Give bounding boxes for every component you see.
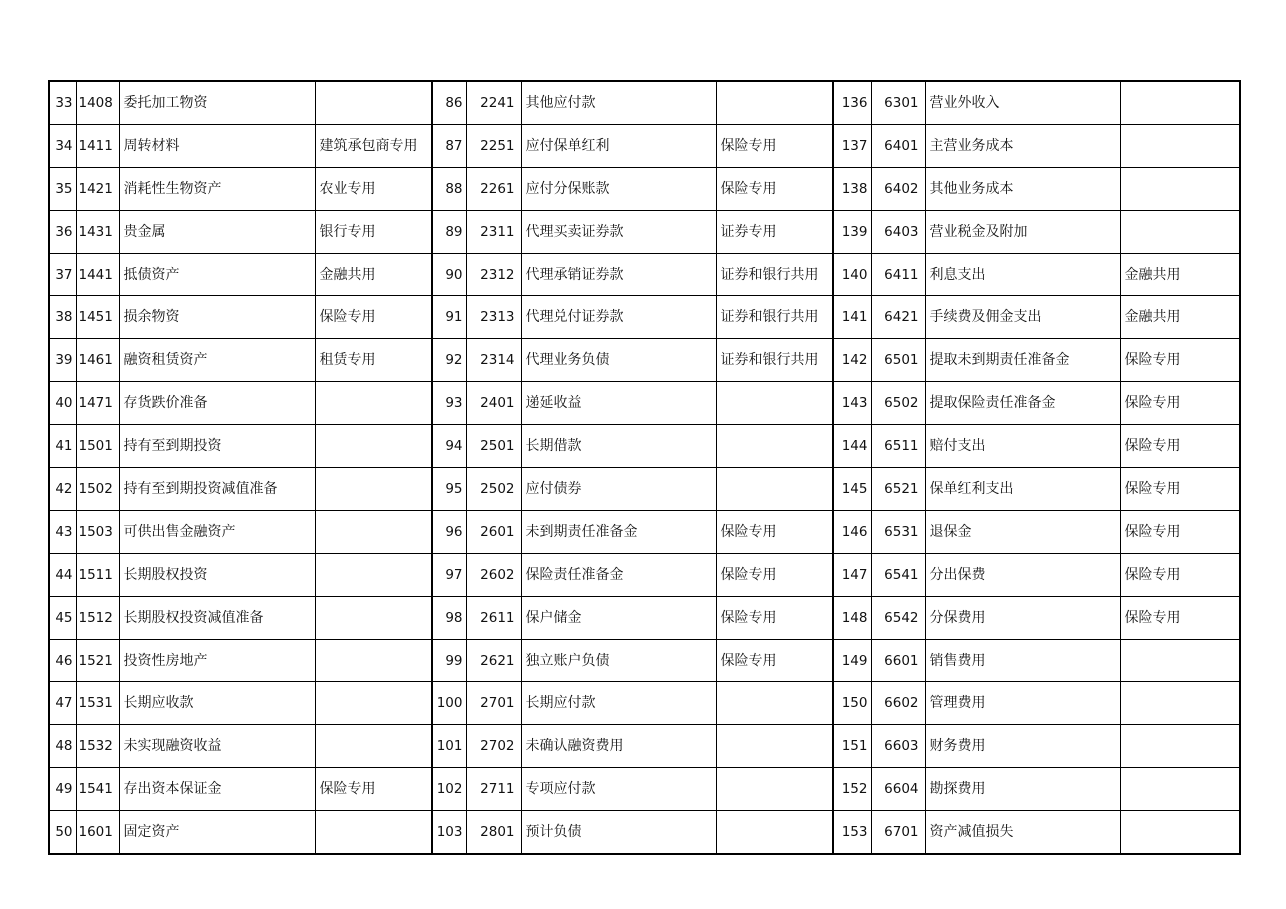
account-note-cell: 建筑承包商专用 [315,124,432,167]
row-number-cell: 44 [49,553,76,596]
account-note-cell [716,425,833,468]
account-name-cell: 可供出售金融资产 [119,510,315,553]
account-name-cell: 长期股权投资 [119,553,315,596]
account-name-cell: 资产减值损失 [925,811,1120,854]
accounts-table [48,80,1241,855]
row-number-cell: 144 [833,425,871,468]
account-code-cell: 1408 [76,81,119,124]
table-row [49,167,1240,210]
account-name-cell: 保单红利支出 [925,468,1120,511]
account-note-cell: 农业专用 [315,167,432,210]
row-number-cell: 45 [49,596,76,639]
row-number-cell: 40 [49,382,76,425]
account-name-cell: 分保费用 [925,596,1120,639]
account-code-cell: 6421 [871,296,925,339]
account-code-cell: 2314 [466,339,521,382]
account-code-cell: 6601 [871,639,925,682]
row-number-cell: 139 [833,210,871,253]
account-code-cell: 1541 [76,768,119,811]
account-note-cell: 保险专用 [1120,553,1240,596]
account-note-cell [315,510,432,553]
account-name-cell: 退保金 [925,510,1120,553]
table-row [49,682,1240,725]
account-name-cell: 代理兑付证券款 [521,296,716,339]
account-name-cell: 其他业务成本 [925,167,1120,210]
account-note-cell [1120,210,1240,253]
table-row [49,596,1240,639]
table-row [49,382,1240,425]
account-note-cell [315,81,432,124]
table-row [49,124,1240,167]
account-code-cell: 1461 [76,339,119,382]
account-code-cell: 1441 [76,253,119,296]
account-code-cell: 1421 [76,167,119,210]
account-name-cell: 专项应付款 [521,768,716,811]
account-name-cell: 未实现融资收益 [119,725,315,768]
account-note-cell [1120,167,1240,210]
table-row [49,768,1240,811]
table-row [49,81,1240,124]
account-name-cell: 未确认融资费用 [521,725,716,768]
row-number-cell: 149 [833,639,871,682]
account-code-cell: 2312 [466,253,521,296]
account-note-cell [716,725,833,768]
account-note-cell [716,768,833,811]
account-name-cell: 周转材料 [119,124,315,167]
account-code-cell: 6411 [871,253,925,296]
account-code-cell: 1511 [76,553,119,596]
account-note-cell [315,682,432,725]
row-number-cell: 141 [833,296,871,339]
account-code-cell: 1431 [76,210,119,253]
row-number-cell: 146 [833,510,871,553]
account-note-cell [1120,768,1240,811]
row-number-cell: 102 [432,768,466,811]
account-note-cell: 保险专用 [716,639,833,682]
account-name-cell: 存出资本保证金 [119,768,315,811]
account-code-cell: 2601 [466,510,521,553]
row-number-cell: 38 [49,296,76,339]
account-name-cell: 长期借款 [521,425,716,468]
table-row [49,339,1240,382]
account-note-cell: 保险专用 [716,553,833,596]
row-number-cell: 137 [833,124,871,167]
row-number-cell: 93 [432,382,466,425]
account-name-cell: 勘探费用 [925,768,1120,811]
row-number-cell: 86 [432,81,466,124]
row-number-cell: 140 [833,253,871,296]
account-note-cell [1120,639,1240,682]
account-name-cell: 代理业务负债 [521,339,716,382]
account-code-cell: 6604 [871,768,925,811]
table-row [49,811,1240,854]
row-number-cell: 92 [432,339,466,382]
account-name-cell: 营业税金及附加 [925,210,1120,253]
row-number-cell: 94 [432,425,466,468]
account-name-cell: 贵金属 [119,210,315,253]
account-name-cell: 保户储金 [521,596,716,639]
accounts-table-body [49,81,1240,854]
account-name-cell: 持有至到期投资 [119,425,315,468]
row-number-cell: 88 [432,167,466,210]
row-number-cell: 87 [432,124,466,167]
row-number-cell: 99 [432,639,466,682]
account-code-cell: 2311 [466,210,521,253]
table-row [49,468,1240,511]
account-name-cell: 利息支出 [925,253,1120,296]
account-code-cell: 2611 [466,596,521,639]
account-code-cell: 6403 [871,210,925,253]
account-name-cell: 持有至到期投资减值准备 [119,468,315,511]
account-code-cell: 6542 [871,596,925,639]
account-name-cell: 固定资产 [119,811,315,854]
account-name-cell: 长期应收款 [119,682,315,725]
account-name-cell: 独立账户负债 [521,639,716,682]
account-code-cell: 6602 [871,682,925,725]
row-number-cell: 42 [49,468,76,511]
account-name-cell: 代理买卖证券款 [521,210,716,253]
account-note-cell: 证券专用 [716,210,833,253]
account-note-cell: 保险专用 [315,768,432,811]
account-note-cell [716,811,833,854]
account-name-cell: 提取保险责任准备金 [925,382,1120,425]
row-number-cell: 153 [833,811,871,854]
account-name-cell: 应付保单红利 [521,124,716,167]
account-name-cell: 预计负债 [521,811,716,854]
account-name-cell: 存货跌价准备 [119,382,315,425]
account-name-cell: 消耗性生物资产 [119,167,315,210]
account-note-cell [1120,811,1240,854]
account-note-cell: 保险专用 [1120,510,1240,553]
account-name-cell: 分出保费 [925,553,1120,596]
account-name-cell: 手续费及佣金支出 [925,296,1120,339]
account-note-cell [1120,124,1240,167]
account-note-cell [716,468,833,511]
row-number-cell: 145 [833,468,871,511]
row-number-cell: 103 [432,811,466,854]
account-code-cell: 1512 [76,596,119,639]
account-code-cell: 2313 [466,296,521,339]
account-note-cell: 保险专用 [315,296,432,339]
row-number-cell: 147 [833,553,871,596]
account-name-cell: 融资租赁资产 [119,339,315,382]
account-code-cell: 1532 [76,725,119,768]
account-code-cell: 1503 [76,510,119,553]
account-note-cell: 金融共用 [1120,296,1240,339]
row-number-cell: 49 [49,768,76,811]
table-row [49,210,1240,253]
table-row [49,296,1240,339]
account-code-cell: 2501 [466,425,521,468]
account-name-cell: 长期股权投资减值准备 [119,596,315,639]
account-code-cell: 6531 [871,510,925,553]
account-name-cell: 营业外收入 [925,81,1120,124]
account-note-cell: 保险专用 [1120,596,1240,639]
account-code-cell: 6301 [871,81,925,124]
account-name-cell: 主营业务成本 [925,124,1120,167]
account-code-cell: 6501 [871,339,925,382]
row-number-cell: 47 [49,682,76,725]
account-code-cell: 2602 [466,553,521,596]
account-code-cell: 6502 [871,382,925,425]
row-number-cell: 97 [432,553,466,596]
account-code-cell: 1501 [76,425,119,468]
account-code-cell: 2801 [466,811,521,854]
row-number-cell: 48 [49,725,76,768]
row-number-cell: 89 [432,210,466,253]
account-note-cell [315,639,432,682]
account-note-cell [315,811,432,854]
account-name-cell: 管理费用 [925,682,1120,725]
account-note-cell: 证券和银行共用 [716,253,833,296]
account-code-cell: 6402 [871,167,925,210]
account-note-cell: 保险专用 [1120,339,1240,382]
account-name-cell: 未到期责任准备金 [521,510,716,553]
account-note-cell: 证券和银行共用 [716,296,833,339]
row-number-cell: 33 [49,81,76,124]
row-number-cell: 90 [432,253,466,296]
account-code-cell: 2241 [466,81,521,124]
row-number-cell: 96 [432,510,466,553]
table-row [49,725,1240,768]
row-number-cell: 43 [49,510,76,553]
row-number-cell: 142 [833,339,871,382]
row-number-cell: 150 [833,682,871,725]
account-code-cell: 2261 [466,167,521,210]
row-number-cell: 100 [432,682,466,725]
account-note-cell [716,382,833,425]
table-row [49,639,1240,682]
account-note-cell: 保险专用 [716,596,833,639]
account-note-cell [716,81,833,124]
account-name-cell: 应付债券 [521,468,716,511]
account-name-cell: 应付分保账款 [521,167,716,210]
account-code-cell: 6541 [871,553,925,596]
account-name-cell: 代理承销证券款 [521,253,716,296]
account-note-cell [315,382,432,425]
account-note-cell: 保险专用 [716,510,833,553]
account-note-cell [1120,725,1240,768]
account-name-cell: 财务费用 [925,725,1120,768]
row-number-cell: 136 [833,81,871,124]
account-code-cell: 2702 [466,725,521,768]
account-note-cell: 保险专用 [1120,382,1240,425]
row-number-cell: 138 [833,167,871,210]
account-note-cell: 保险专用 [1120,468,1240,511]
row-number-cell: 46 [49,639,76,682]
row-number-cell: 41 [49,425,76,468]
account-code-cell: 1521 [76,639,119,682]
account-code-cell: 2502 [466,468,521,511]
row-number-cell: 34 [49,124,76,167]
table-row [49,253,1240,296]
table-row [49,510,1240,553]
account-name-cell: 长期应付款 [521,682,716,725]
row-number-cell: 91 [432,296,466,339]
row-number-cell: 35 [49,167,76,210]
account-note-cell [716,682,833,725]
account-note-cell: 金融共用 [1120,253,1240,296]
row-number-cell: 152 [833,768,871,811]
account-note-cell: 保险专用 [716,167,833,210]
row-number-cell: 101 [432,725,466,768]
account-name-cell: 抵债资产 [119,253,315,296]
row-number-cell: 50 [49,811,76,854]
account-code-cell: 1531 [76,682,119,725]
row-number-cell: 151 [833,725,871,768]
account-name-cell: 赔付支出 [925,425,1120,468]
account-code-cell: 6511 [871,425,925,468]
account-code-cell: 2621 [466,639,521,682]
account-code-cell: 1411 [76,124,119,167]
account-note-cell: 租赁专用 [315,339,432,382]
account-code-cell: 6603 [871,725,925,768]
account-note-cell [315,725,432,768]
account-note-cell [1120,81,1240,124]
account-code-cell: 1451 [76,296,119,339]
account-name-cell: 保险责任准备金 [521,553,716,596]
account-note-cell [315,468,432,511]
row-number-cell: 39 [49,339,76,382]
account-note-cell [1120,682,1240,725]
account-name-cell: 提取未到期责任准备金 [925,339,1120,382]
account-note-cell: 证券和银行共用 [716,339,833,382]
account-code-cell: 2401 [466,382,521,425]
account-note-cell: 金融共用 [315,253,432,296]
account-code-cell: 6701 [871,811,925,854]
account-name-cell: 投资性房地产 [119,639,315,682]
account-code-cell: 1502 [76,468,119,511]
table-row [49,553,1240,596]
account-code-cell: 2711 [466,768,521,811]
account-note-cell: 保险专用 [716,124,833,167]
account-code-cell: 1471 [76,382,119,425]
account-name-cell: 销售费用 [925,639,1120,682]
account-code-cell: 6521 [871,468,925,511]
account-code-cell: 2701 [466,682,521,725]
row-number-cell: 36 [49,210,76,253]
account-note-cell: 保险专用 [1120,425,1240,468]
account-note-cell [315,425,432,468]
table-row [49,425,1240,468]
row-number-cell: 95 [432,468,466,511]
row-number-cell: 143 [833,382,871,425]
row-number-cell: 148 [833,596,871,639]
account-name-cell: 委托加工物资 [119,81,315,124]
account-name-cell: 递延收益 [521,382,716,425]
account-note-cell [315,596,432,639]
account-note-cell [315,553,432,596]
row-number-cell: 98 [432,596,466,639]
row-number-cell: 37 [49,253,76,296]
account-name-cell: 其他应付款 [521,81,716,124]
account-code-cell: 6401 [871,124,925,167]
account-note-cell: 银行专用 [315,210,432,253]
account-code-cell: 1601 [76,811,119,854]
account-code-cell: 2251 [466,124,521,167]
account-name-cell: 损余物资 [119,296,315,339]
